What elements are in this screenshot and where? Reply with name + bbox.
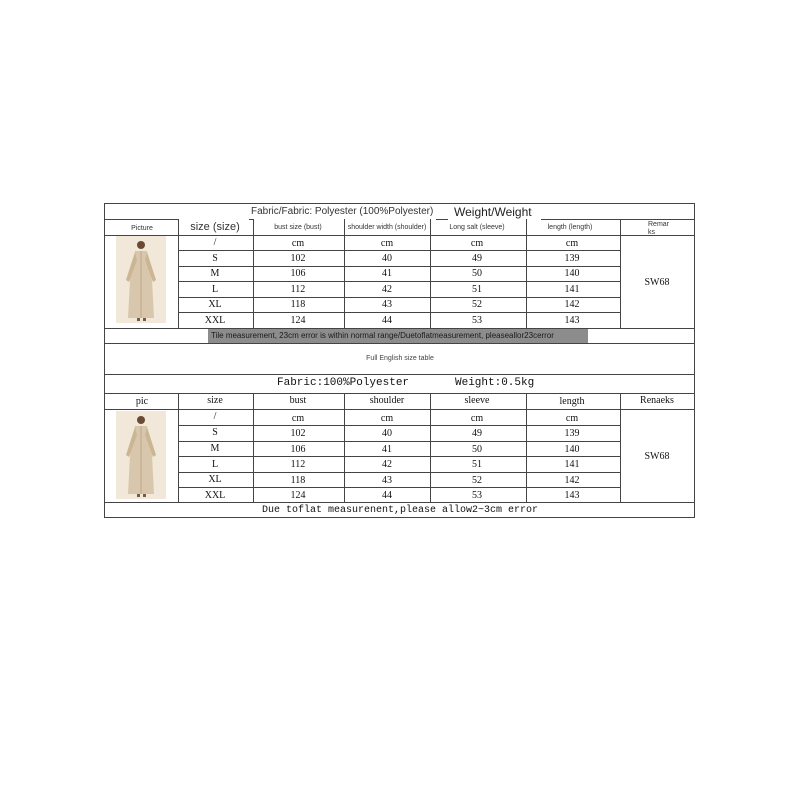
table2-cell-shoulder: 40 bbox=[382, 428, 392, 439]
table2-cell-sleeve: 51 bbox=[472, 459, 482, 470]
table2-fabric-title: Fabric:100%Polyester bbox=[277, 377, 410, 389]
table2-header-remarks: Renaeks bbox=[640, 395, 674, 406]
table2-header-length: length bbox=[559, 396, 585, 407]
table2-cell-size: XL bbox=[208, 474, 222, 485]
table1-cell-length: 143 bbox=[564, 315, 580, 326]
table1-weight-title: Weight/Weight bbox=[454, 205, 532, 219]
table1-cell-size: XL bbox=[208, 299, 222, 310]
product-photo-dress bbox=[116, 411, 166, 499]
table2-cell-length: 140 bbox=[564, 444, 580, 455]
table1-cell-size: M bbox=[210, 268, 220, 279]
table1-cell-shoulder: 43 bbox=[382, 299, 392, 310]
table2-header-sleeve: sleeve bbox=[464, 395, 490, 406]
table1-unit-sleeve: cm bbox=[470, 238, 484, 249]
table2-cell-shoulder: 42 bbox=[382, 459, 392, 470]
table2-cell-length: 141 bbox=[564, 459, 580, 470]
table1-cell-bust: 102 bbox=[290, 253, 306, 264]
table2-cell-bust: 118 bbox=[290, 475, 306, 486]
table1-cell-sleeve: 49 bbox=[472, 253, 482, 264]
table1-header-remarks-2: ks bbox=[648, 229, 655, 236]
table1-header-size: size (size) bbox=[190, 221, 240, 233]
table2-cell-shoulder: 43 bbox=[382, 475, 392, 486]
table2-cell-length: 139 bbox=[564, 428, 580, 439]
table2-cell-size: M bbox=[210, 443, 220, 454]
table2-unit-shoulder: cm bbox=[380, 413, 394, 424]
table1-cell-bust: 124 bbox=[290, 315, 306, 326]
table2-unit-size: / bbox=[213, 411, 217, 422]
table2-unit-bust: cm bbox=[291, 413, 305, 424]
table2-header-size: size bbox=[207, 395, 223, 406]
table1-cell-bust: 106 bbox=[290, 268, 306, 279]
table1-unit-shoulder: cm bbox=[380, 238, 394, 249]
table1-cell-sleeve: 51 bbox=[472, 284, 482, 295]
table2-cell-bust: 124 bbox=[290, 490, 306, 501]
table2-cell-bust: 112 bbox=[290, 459, 306, 470]
table1-header-bust: bust size (bust) bbox=[274, 224, 322, 231]
table1-cell-sleeve: 50 bbox=[472, 268, 482, 279]
table1-unit-bust: cm bbox=[291, 238, 305, 249]
table2-cell-sleeve: 53 bbox=[472, 490, 482, 501]
table1-cell-length: 139 bbox=[564, 253, 580, 264]
table1-header-shoulder: shoulder width (shoulder) bbox=[347, 224, 427, 231]
table2-cell-sleeve: 49 bbox=[472, 428, 482, 439]
table2-cell-shoulder: 41 bbox=[382, 444, 392, 455]
table1-cell-length: 140 bbox=[564, 268, 580, 279]
table1-note: Tile measurement, 23cm error is within normal range/Duetoflatmeasurement, pleaseallor23cerror bbox=[211, 331, 554, 340]
table1-header-picture: Picture bbox=[131, 225, 153, 232]
table1-cell-shoulder: 41 bbox=[382, 268, 392, 279]
table2-cell-sleeve: 52 bbox=[472, 475, 482, 486]
table2-cell-length: 142 bbox=[564, 475, 580, 486]
separator-title: Full English size table bbox=[366, 355, 434, 362]
table2-cell-sleeve: 50 bbox=[472, 444, 482, 455]
table1-cell-bust: 118 bbox=[290, 299, 306, 310]
table1-cell-length: 141 bbox=[564, 284, 580, 295]
table1-cell-sleeve: 52 bbox=[472, 299, 482, 310]
table1-cell-sleeve: 53 bbox=[472, 315, 482, 326]
table1-cell-shoulder: 44 bbox=[382, 315, 392, 326]
table2-cell-size: S bbox=[212, 427, 218, 438]
table2-header-shoulder: shoulder bbox=[369, 395, 405, 406]
table2-unit-sleeve: cm bbox=[470, 413, 484, 424]
table1-remark: SW68 bbox=[644, 277, 670, 288]
table2-unit-length: cm bbox=[565, 413, 579, 424]
table1-unit-length: cm bbox=[565, 238, 579, 249]
table1-cell-size: L bbox=[211, 284, 219, 295]
table1-fabric-title: Fabric/Fabric: Polyester (100%Polyester) bbox=[251, 206, 434, 217]
table2-cell-size: L bbox=[211, 459, 219, 470]
table2-weight-title: Weight:0.5kg bbox=[455, 377, 535, 389]
table2-cell-bust: 102 bbox=[290, 428, 306, 439]
table2-remark: SW68 bbox=[644, 451, 670, 462]
table1-cell-size: S bbox=[212, 253, 218, 264]
table1-cell-shoulder: 40 bbox=[382, 253, 392, 264]
table1-cell-size: XXL bbox=[204, 315, 226, 326]
table1-header-sleeve: Long salt (sleeve) bbox=[449, 224, 505, 231]
table1-unit-size: / bbox=[213, 237, 217, 248]
table2-note: Due toflat measurenent,please allow2~3cm error bbox=[261, 505, 539, 516]
table1-header-length: length (length) bbox=[547, 224, 593, 231]
table1-cell-shoulder: 42 bbox=[382, 284, 392, 295]
table2-header-picture: pic bbox=[135, 396, 149, 407]
product-photo-dress bbox=[116, 236, 166, 323]
table2-cell-size: XXL bbox=[204, 490, 226, 501]
table2-cell-length: 143 bbox=[564, 490, 580, 501]
table2-cell-shoulder: 44 bbox=[382, 490, 392, 501]
table1-header-remarks-1: Remar bbox=[648, 221, 670, 228]
table1-cell-length: 142 bbox=[564, 299, 580, 310]
table2-cell-bust: 106 bbox=[290, 444, 306, 455]
table1-cell-bust: 112 bbox=[290, 284, 306, 295]
table2-header-bust: bust bbox=[289, 395, 307, 406]
